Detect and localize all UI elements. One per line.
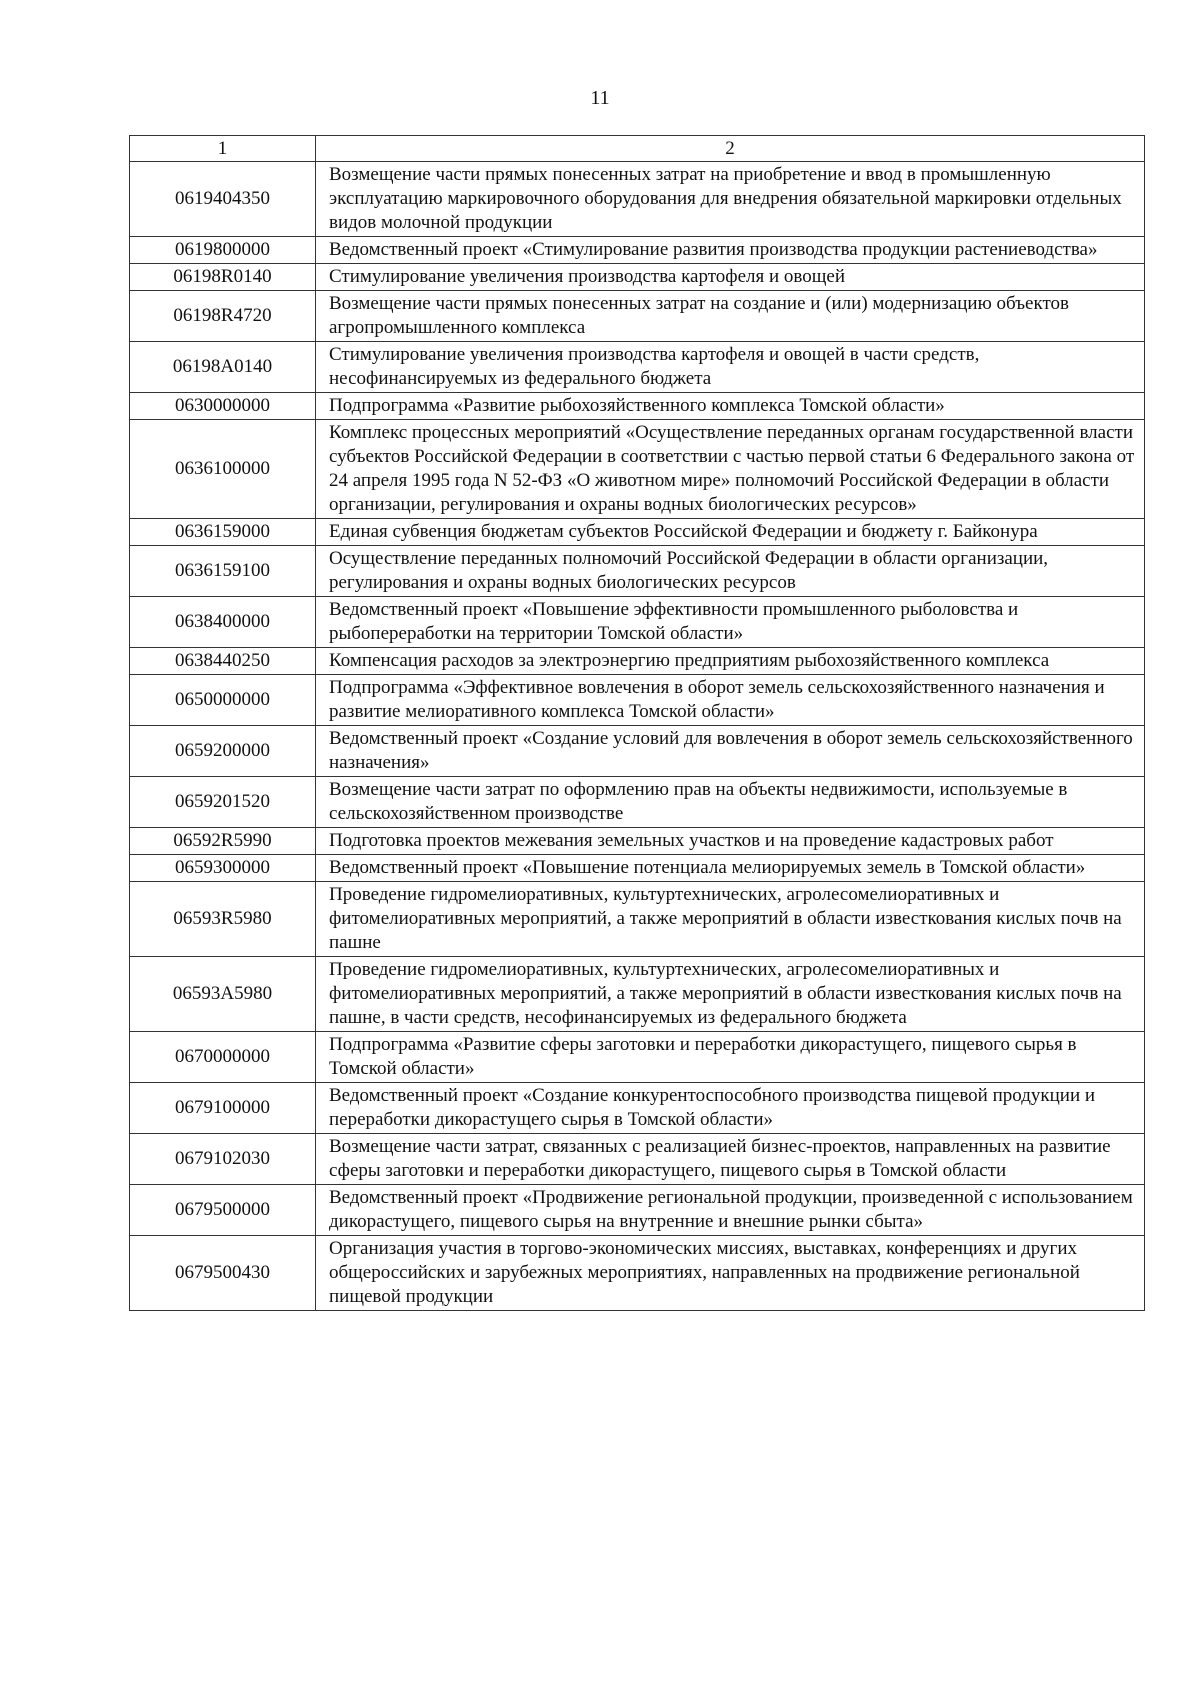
- row-description: Проведение гидромелиоративных, культуртехнических, агролесомелиоративных и фитомелиоративных мероприятий, а также мероприятий в области известкования кислых почв на пашне: [316, 882, 1145, 957]
- row-description: Организация участия в торгово-экономических миссиях, выставках, конференциях и других общероссийских и зарубежных мероприятиях, направленных на продвижение региональной пищевой продукции: [316, 1236, 1145, 1311]
- row-description: Ведомственный проект «Продвижение региональной продукции, произведенной с использованием дикорастущего, пищевого сырья на внутренние и внешние рынки сбыта»: [316, 1185, 1145, 1236]
- table-row: [130, 828, 1145, 855]
- table-row: [130, 1236, 1145, 1311]
- row-code: 06593R5980: [130, 882, 316, 957]
- column-header-code: 1: [130, 136, 316, 162]
- row-code: 0636100000: [130, 420, 316, 519]
- row-description: Подпрограмма «Развитие сферы заготовки и переработки дикорастущего, пищевого сырья в Томской области»: [316, 1032, 1145, 1083]
- table-row: [130, 237, 1145, 264]
- row-code: 0659201520: [130, 777, 316, 828]
- page-number: 11: [590, 87, 610, 109]
- budget-codes-table: [129, 135, 1145, 1311]
- column-header-description: 2: [316, 136, 1145, 162]
- table-row: [130, 855, 1145, 882]
- table-header-row: [130, 136, 1145, 162]
- table-row: [130, 648, 1145, 675]
- row-code: 0679100000: [130, 1083, 316, 1134]
- table-row: [130, 882, 1145, 957]
- table-row: [130, 597, 1145, 648]
- table-row: [130, 519, 1145, 546]
- row-code: 0630000000: [130, 393, 316, 420]
- row-code: 0636159000: [130, 519, 316, 546]
- row-description: Компенсация расходов за электроэнергию предприятиям рыбохозяйственного комплекса: [316, 648, 1145, 675]
- row-description: Возмещение части прямых понесенных затрат на создание и (или) модернизацию объектов агропромышленного комплекса: [316, 291, 1145, 342]
- table-row: [130, 675, 1145, 726]
- row-description: Подготовка проектов межевания земельных участков и на проведение кадастровых работ: [316, 828, 1145, 855]
- row-description: Подпрограмма «Развитие рыбохозяйственного комплекса Томской области»: [316, 393, 1145, 420]
- row-code: 0679500000: [130, 1185, 316, 1236]
- row-code: 06198R4720: [130, 291, 316, 342]
- table-row: [130, 342, 1145, 393]
- row-description: Возмещение части прямых понесенных затрат на приобретение и ввод в промышленную эксплуатацию маркировочного оборудования для внедрения обязательной маркировки отдельных видов молочной продукции: [316, 162, 1145, 237]
- row-code: 0650000000: [130, 675, 316, 726]
- row-code: 0679500430: [130, 1236, 316, 1311]
- row-code: 06198A0140: [130, 342, 316, 393]
- row-code: 0619800000: [130, 237, 316, 264]
- row-code: 0659300000: [130, 855, 316, 882]
- row-code: 0638400000: [130, 597, 316, 648]
- table-row: [130, 546, 1145, 597]
- row-description: Возмещение части затрат, связанных с реализацией бизнес-проектов, направленных на развитие сферы заготовки и переработки дикорастущего, пищевого сырья в Томской области: [316, 1134, 1145, 1185]
- row-description: Стимулирование увеличения производства картофеля и овощей в части средств, несофинансируемых из федерального бюджета: [316, 342, 1145, 393]
- row-description: Ведомственный проект «Создание условий для вовлечения в оборот земель сельскохозяйственного назначения»: [316, 726, 1145, 777]
- row-code: 0679102030: [130, 1134, 316, 1185]
- table-row: [130, 726, 1145, 777]
- row-code: 06198R0140: [130, 264, 316, 291]
- table-row: [130, 264, 1145, 291]
- row-code: 0619404350: [130, 162, 316, 237]
- row-description: Ведомственный проект «Стимулирование развития производства продукции растениеводства»: [316, 237, 1145, 264]
- row-description: Проведение гидромелиоративных, культуртехнических, агролесомелиоративных и фитомелиоративных мероприятий, а также мероприятий в области известкования кислых почв на пашне, в части средств, несофинансируемых из федерального бюджета: [316, 957, 1145, 1032]
- table-row: [130, 777, 1145, 828]
- row-description: Осуществление переданных полномочий Российской Федерации в области организации, регулирования и охраны водных биологических ресурсов: [316, 546, 1145, 597]
- row-code: 0670000000: [130, 1032, 316, 1083]
- row-description: Ведомственный проект «Повышение эффективности промышленного рыболовства и рыбопереработки на территории Томской области»: [316, 597, 1145, 648]
- row-code: 0659200000: [130, 726, 316, 777]
- row-description: Стимулирование увеличения производства картофеля и овощей: [316, 264, 1145, 291]
- table-row: [130, 162, 1145, 237]
- row-description: Комплекс процессных мероприятий «Осуществление переданных органам государственной власти субъектов Российской Федерации в соответствии с частью первой статьи 6 Федерального закона от 24 апреля 1995 года N 52-ФЗ «О животном мире» полномочий Российской Федерации в области организации, регулирования и охраны водных биологических ресурсов»: [316, 420, 1145, 519]
- table-row: [130, 1083, 1145, 1134]
- row-description: Подпрограмма «Эффективное вовлечения в оборот земель сельскохозяйственного назначения и развитие мелиоративного комплекса Томской области»: [316, 675, 1145, 726]
- row-code: 06592R5990: [130, 828, 316, 855]
- row-code: 06593A5980: [130, 957, 316, 1032]
- row-description: Ведомственный проект «Повышение потенциала мелиорируемых земель в Томской области»: [316, 855, 1145, 882]
- table-row: [130, 1185, 1145, 1236]
- table-row: [130, 957, 1145, 1032]
- table-row: [130, 1134, 1145, 1185]
- table-row: [130, 393, 1145, 420]
- table-row: [130, 291, 1145, 342]
- row-code: 0636159100: [130, 546, 316, 597]
- row-description: Ведомственный проект «Создание конкурентоспособного производства пищевой продукции и переработки дикорастущего сырья в Томской области»: [316, 1083, 1145, 1134]
- row-description: Единая субвенция бюджетам субъектов Российской Федерации и бюджету г. Байконура: [316, 519, 1145, 546]
- table-row: [130, 1032, 1145, 1083]
- row-description: Возмещение части затрат по оформлению прав на объекты недвижимости, используемые в сельскохозяйственном производстве: [316, 777, 1145, 828]
- row-code: 0638440250: [130, 648, 316, 675]
- table-row: [130, 420, 1145, 519]
